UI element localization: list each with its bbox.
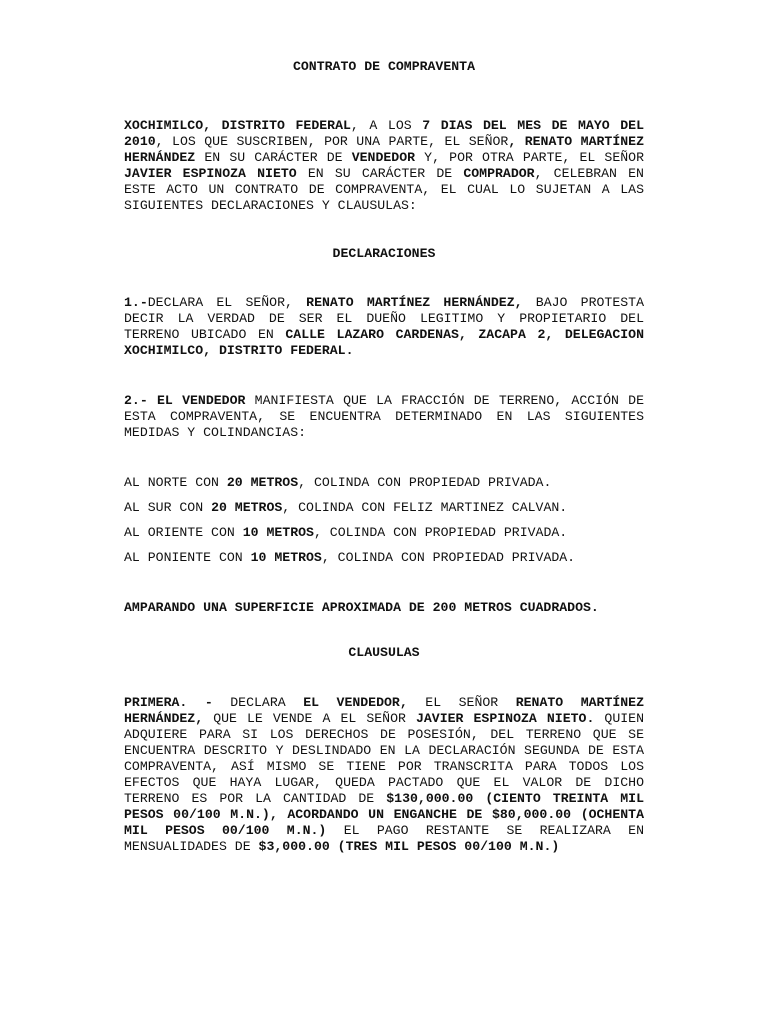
intro-text-4: Y, POR OTRA PARTE, EL SEÑOR (415, 150, 644, 165)
intro-text-3: EN SU CARÁCTER DE (195, 150, 352, 165)
declaration-2-text: MANIFIESTA QUE LA FRACCIÓN DE TERRENO, ACCIÓN DE ESTA COMPRAVENTA, SE ENCUENTRA DETERMINADO EN LAS SIGUIENTES MEDIDAS Y COLINDANCIAS: (124, 393, 644, 440)
measure-north (124, 475, 644, 491)
intro-text-6: , CELEBRAN EN ESTE ACTO UN CONTRATO DE COMPRAVENTA, EL CUAL LO SUJETAN A LAS SIGUIENTES DECLARACIONES Y CLAUSULAS: (124, 166, 644, 213)
measure-west-value: 10 METROS (250, 550, 322, 565)
measure-south-pre: AL SUR CON (124, 500, 212, 515)
declaration-1-name: RENATO MARTÍNEZ HERNÁNDEZ, (306, 295, 523, 310)
declaration-1-address: CALLE LAZARO CARDENAS, ZACAPA 2, DELEGACION XOCHIMILCO, DISTRITO FEDERAL. (124, 327, 644, 358)
clause-primera-monthly: $3,000.00 (TRES MIL PESOS 00/100 M.N.) (258, 839, 560, 854)
measure-south-post: , COLINDA CON FELIZ MARTINEZ CALVAN. (282, 500, 568, 515)
measure-west (124, 550, 644, 566)
declaration-2 (124, 393, 644, 441)
intro-buyer: JAVIER ESPINOZA NIETO (124, 166, 297, 181)
clause-primera-text-5: EL PAGO RESTANTE SE REALIZARA EN MENSUALIDADES DE (124, 823, 645, 854)
clause-primera (124, 695, 644, 855)
declaration-1 (124, 295, 644, 359)
intro-paragraph (124, 118, 644, 214)
measure-north-pre: AL NORTE CON (124, 475, 227, 490)
measure-west-pre: AL PONIENTE CON (124, 550, 251, 565)
clause-primera-text-2: EL SEÑOR (407, 695, 516, 710)
declaration-1-text-2: BAJO PROTESTA DECIR LA VERDAD DE SER EL DUEÑO LEGITIMO Y PROPIETARIO DEL TERRENO UBICADO EN (124, 295, 644, 342)
measure-east-value: 10 METROS (242, 525, 314, 540)
clausulas-heading: CLAUSULAS (348, 645, 420, 660)
clause-primera-seller-role: EL VENDEDOR, (303, 695, 408, 710)
clause-primera-seller: RENATO MARTÍNEZ HERNÁNDEZ, (124, 695, 645, 726)
intro-text-2: , LOS QUE SUSCRIBEN, POR UNA PARTE, EL SEÑOR (155, 134, 509, 149)
declaraciones-heading: DECLARACIONES (332, 246, 436, 261)
intro-seller-role: VENDEDOR (351, 150, 416, 165)
intro-buyer-role: COMPRADOR (463, 166, 535, 181)
measure-north-value: 20 METROS (226, 475, 299, 490)
intro-date: 7 DIAS DEL MES DE MAYO DEL 2010 (124, 118, 644, 149)
clause-primera-text-1: DECLARA (212, 695, 304, 710)
intro-text-5: EN SU CARÁCTER DE (296, 166, 464, 181)
clause-primera-text-3: QUE LE VENDE A EL SEÑOR (203, 711, 416, 726)
clause-primera-text-4: QUIEN ADQUIERE PARA SI LOS DERECHOS DE POSESIÓN, DEL TERRENO QUE SE ENCUENTRA DESCRITO Y DESLINDADO EN LA DECLARACIÓN SEGUNDA DE ESTA COMPRAVENTA, ASÍ MISMO SE TIENE POR TRANSCRITA PARA TODOS LOS EFECTOS QUE HAYA LUGAR, QUEDA PACTADO QUE EL VALOR DE DICHO TERRENO ES POR LA CANTIDAD DE (124, 711, 644, 806)
surface-statement: AMPARANDO UNA SUPERFICIE APROXIMADA DE 200 METROS CUADRADOS. (124, 600, 599, 615)
intro-text-1: , A LOS (350, 118, 423, 133)
intro-seller: , RENATO MARTÍNEZ HERNÁNDEZ (124, 134, 644, 165)
declaration-1-number: 1.- (124, 295, 148, 310)
clause-primera-buyer: JAVIER ESPINOZA NIETO. (415, 711, 595, 726)
clause-primera-label: PRIMERA. - (124, 695, 213, 710)
document-title: CONTRATO DE COMPRAVENTA (292, 59, 476, 74)
measure-south (124, 500, 644, 516)
measure-east-post: , COLINDA CON PROPIEDAD PRIVADA. (313, 525, 568, 540)
measure-east-pre: AL ORIENTE CON (124, 525, 243, 540)
measure-south-value: 20 METROS (211, 500, 283, 515)
measure-east (124, 525, 644, 541)
measure-north-post: , COLINDA CON PROPIEDAD PRIVADA. (298, 475, 552, 490)
intro-place: XOCHIMILCO, DISTRITO FEDERAL (124, 118, 351, 133)
declaration-1-text-1: DECLARA EL SEÑOR, (147, 295, 307, 310)
declaration-2-label: 2.- EL VENDEDOR (124, 393, 246, 408)
clause-primera-amount: $130,000.00 (CIENTO TREINTA MIL PESOS 00/100 M.N.), ACORDANDO UN ENGANCHE DE $80,000.00 (OCHENTA MIL PESOS 00/100 M.N.) (124, 791, 644, 838)
contract-body (124, 59, 644, 855)
measure-west-post: , COLINDA CON PROPIEDAD PRIVADA. (321, 550, 576, 565)
